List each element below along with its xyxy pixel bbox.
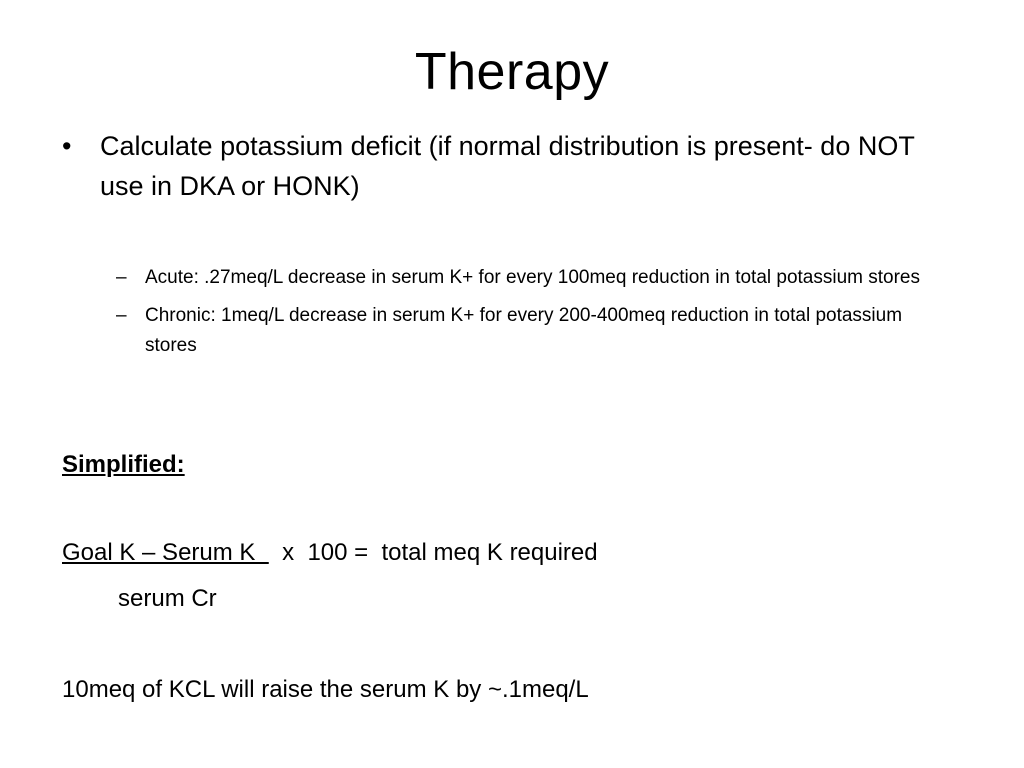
simplified-heading: Simplified:	[62, 451, 185, 478]
kcl-fact: 10meq of KCL will raise the serum K by ~.1meq/L	[62, 676, 589, 703]
bullet-item	[62, 126, 962, 206]
formula-numerator: Goal K – Serum K	[62, 539, 269, 566]
sub-bullet-text: Chronic: 1meq/L decrease in serum K+ for every 200-400meq reduction in total potassium stores	[145, 305, 903, 356]
dash-marker: –	[116, 267, 127, 288]
slide-title: Therapy	[414, 43, 610, 101]
dash-marker: –	[116, 305, 127, 326]
formula-result: x 100 = total meq K required	[268, 539, 598, 566]
sub-bullet-chronic	[116, 301, 946, 361]
sub-bullet-list	[116, 263, 946, 369]
bullet-marker: •	[62, 131, 72, 161]
sub-bullet-acute	[116, 263, 946, 293]
formula-denominator: serum Cr	[118, 585, 217, 612]
bullet-text: Calculate potassium deficit (if normal distribution is present- do NOT use in DKA or HONK)	[100, 131, 915, 201]
sub-bullet-text: Acute: .27meq/L decrease in serum K+ for every 100meq reduction in total potassium stores	[145, 267, 921, 288]
formula-line	[62, 536, 598, 570]
